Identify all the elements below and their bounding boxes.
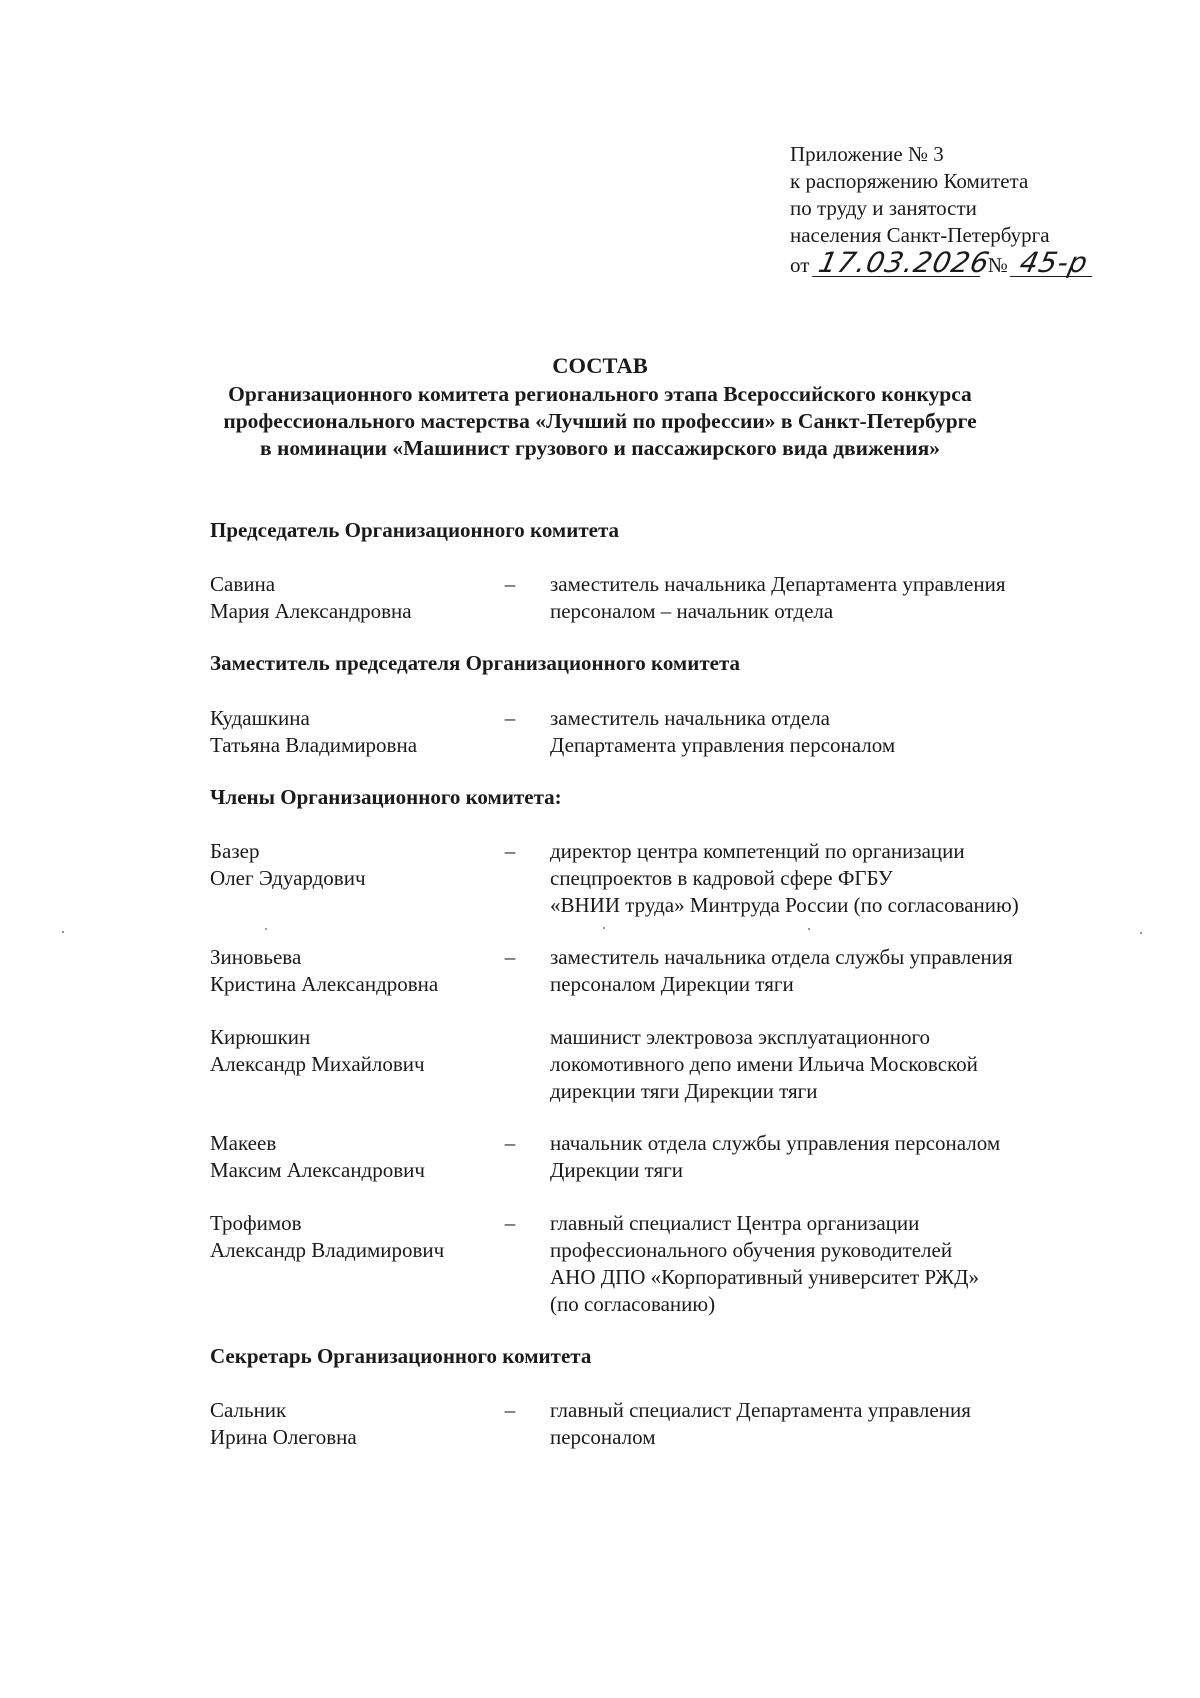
section-heading-secretary: Секретарь Организационного комитета	[210, 1344, 592, 1368]
role-line: машинист электровоза эксплуатационного	[550, 1025, 931, 1049]
number-prefix: №	[987, 253, 1008, 277]
role-line: дирекции тяги Дирекции тяги	[550, 1079, 818, 1103]
section-heading-chairman: Председатель Организационного комитета	[210, 518, 620, 542]
member-surname: Кудашкина	[210, 706, 310, 730]
member-dash: –	[504, 839, 516, 863]
member-role	[550, 1130, 1110, 1184]
member-given-name: Олег Эдуардович	[210, 866, 366, 890]
member-surname: Зиновьева	[210, 945, 302, 969]
member-dash: –	[504, 572, 516, 596]
member-surname: Савина	[210, 572, 276, 596]
member-name	[210, 1024, 490, 1078]
scan-speck	[62, 931, 64, 933]
title-line: профессионального мастерства «Лучший по профессии» в Санкт-Петербурге	[223, 409, 977, 433]
role-line: главный специалист Департамента управления	[550, 1398, 971, 1422]
member-dash: –	[504, 1211, 516, 1235]
attachment-date-line	[790, 246, 1095, 279]
member-dash: –	[504, 1398, 516, 1422]
member-name	[210, 571, 490, 625]
scan-speck	[808, 928, 810, 930]
role-line: (по согласованию)	[550, 1292, 716, 1316]
member-surname: Сальник	[210, 1398, 287, 1422]
role-line: Департамента управления персоналом	[550, 733, 896, 757]
member-name	[210, 1210, 490, 1264]
member-given-name: Александр Михайлович	[210, 1052, 425, 1076]
handwritten-date: 17.03.2026	[812, 249, 986, 277]
role-line: главный специалист Центра организации	[550, 1211, 920, 1235]
member-role	[550, 1397, 1110, 1451]
role-line: заместитель начальника Департамента управления	[550, 572, 1006, 596]
scan-speck	[265, 928, 267, 930]
attachment-header	[790, 141, 1095, 279]
member-given-name: Максим Александрович	[210, 1158, 425, 1182]
role-line: директор центра компетенций по организации	[550, 839, 965, 863]
scan-speck	[603, 927, 605, 929]
member-given-name: Кристина Александровна	[210, 972, 439, 996]
title-main: СОСТАВ	[552, 353, 648, 378]
role-line: начальник отдела службы управления персоналом	[550, 1131, 1001, 1155]
section-heading-deputy: Заместитель председателя Организационного комитета	[210, 651, 741, 675]
role-line: заместитель начальника отдела службы управления	[550, 945, 1013, 969]
member-surname: Трофимов	[210, 1211, 302, 1235]
attachment-line: к распоряжению Комитета	[790, 169, 1029, 193]
role-line: заместитель начальника отдела	[550, 706, 830, 730]
role-line: АНО ДПО «Корпоративный университет РЖД»	[550, 1265, 979, 1289]
role-line: персоналом	[550, 1425, 656, 1449]
attachment-line: по труду и занятости	[790, 196, 977, 220]
member-dash: –	[504, 1131, 516, 1155]
section-heading-members: Члены Организационного комитета:	[210, 785, 562, 809]
attachment-line: Приложение № 3	[790, 142, 944, 166]
member-surname: Макеев	[210, 1131, 277, 1155]
member-name	[210, 1397, 490, 1451]
document-title	[200, 352, 1000, 462]
member-surname: Базер	[210, 839, 260, 863]
member-name	[210, 705, 490, 759]
member-name	[210, 1130, 490, 1184]
member-role	[550, 838, 1110, 919]
member-given-name: Мария Александровна	[210, 599, 412, 623]
member-name	[210, 838, 490, 892]
role-line: Дирекции тяги	[550, 1158, 683, 1182]
scan-speck	[1140, 932, 1142, 934]
member-role	[550, 944, 1110, 998]
member-role	[550, 1210, 1110, 1318]
role-line: «ВНИИ труда» Минтруда России (по согласованию)	[550, 893, 1019, 917]
role-line: спецпроектов в кадровой сфере ФГБУ	[550, 866, 893, 890]
member-role	[550, 571, 1110, 625]
member-role	[550, 1024, 1110, 1105]
member-given-name: Татьяна Владимировна	[210, 733, 418, 757]
member-name	[210, 944, 490, 998]
role-line: локомотивного депо имени Ильича Московской	[550, 1052, 978, 1076]
handwritten-number: 45-р	[1010, 249, 1098, 277]
role-line: персоналом – начальник отдела	[550, 599, 834, 623]
attachment-line: населения Санкт-Петербурга	[790, 223, 1050, 247]
member-role	[550, 705, 1110, 759]
role-line: профессионального обучения руководителей	[550, 1238, 953, 1262]
role-line: персоналом Дирекции тяги	[550, 972, 794, 996]
member-dash: –	[504, 945, 516, 969]
member-surname: Кирюшкин	[210, 1025, 311, 1049]
member-given-name: Александр Владимирович	[210, 1238, 445, 1262]
date-prefix: от	[790, 253, 810, 277]
member-dash: –	[504, 706, 516, 730]
title-line: в номинации «Машинист грузового и пассажирского вида движения»	[259, 436, 941, 460]
title-line: Организационного комитета регионального этапа Всероссийского конкурса	[228, 382, 972, 406]
member-given-name: Ирина Олеговна	[210, 1425, 357, 1449]
